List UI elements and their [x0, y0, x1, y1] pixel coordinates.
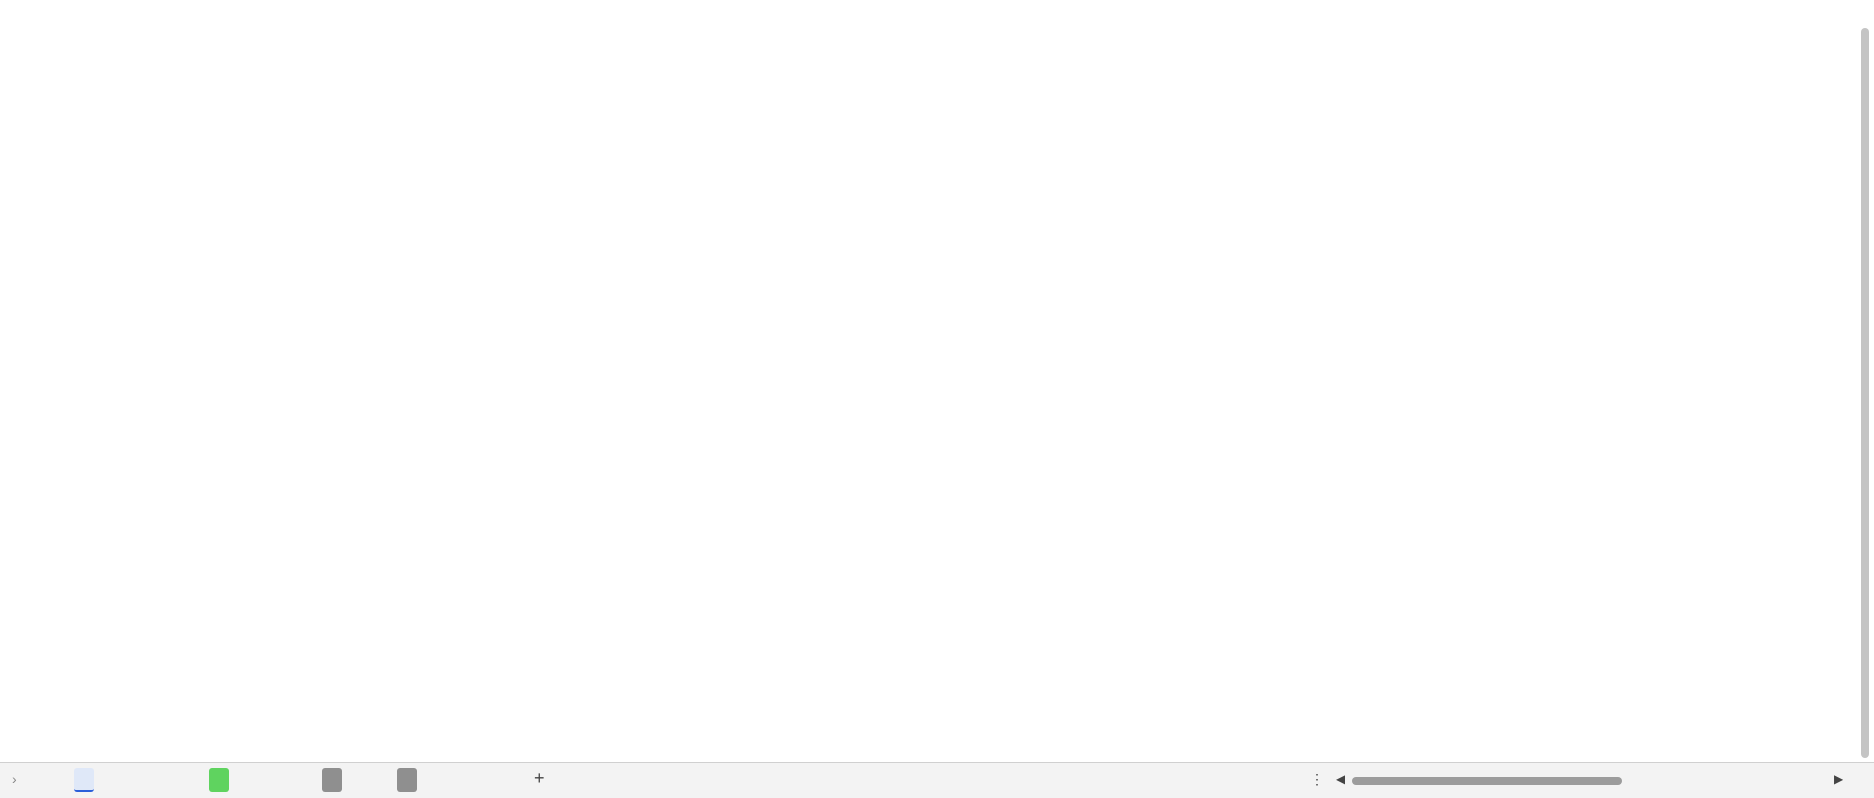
hscroll-right-icon[interactable]: ▶ [1834, 772, 1844, 786]
hscroll-left-icon[interactable]: ◀ [1336, 772, 1346, 786]
tab-options[interactable] [322, 768, 342, 792]
horizontal-scrollbar-thumb[interactable] [1352, 777, 1622, 785]
scroll-left-icon[interactable]: › [12, 771, 17, 787]
more-options-icon[interactable]: ⋮ [1310, 771, 1324, 787]
add-sheet-icon[interactable]: + [534, 769, 545, 788]
tab-project-status[interactable] [209, 768, 229, 792]
sheet-tab-bar [0, 762, 1874, 798]
tab-cost-to-complete[interactable] [74, 768, 94, 792]
vertical-scrollbar-thumb[interactable] [1861, 28, 1869, 758]
tab-information[interactable] [397, 768, 417, 792]
